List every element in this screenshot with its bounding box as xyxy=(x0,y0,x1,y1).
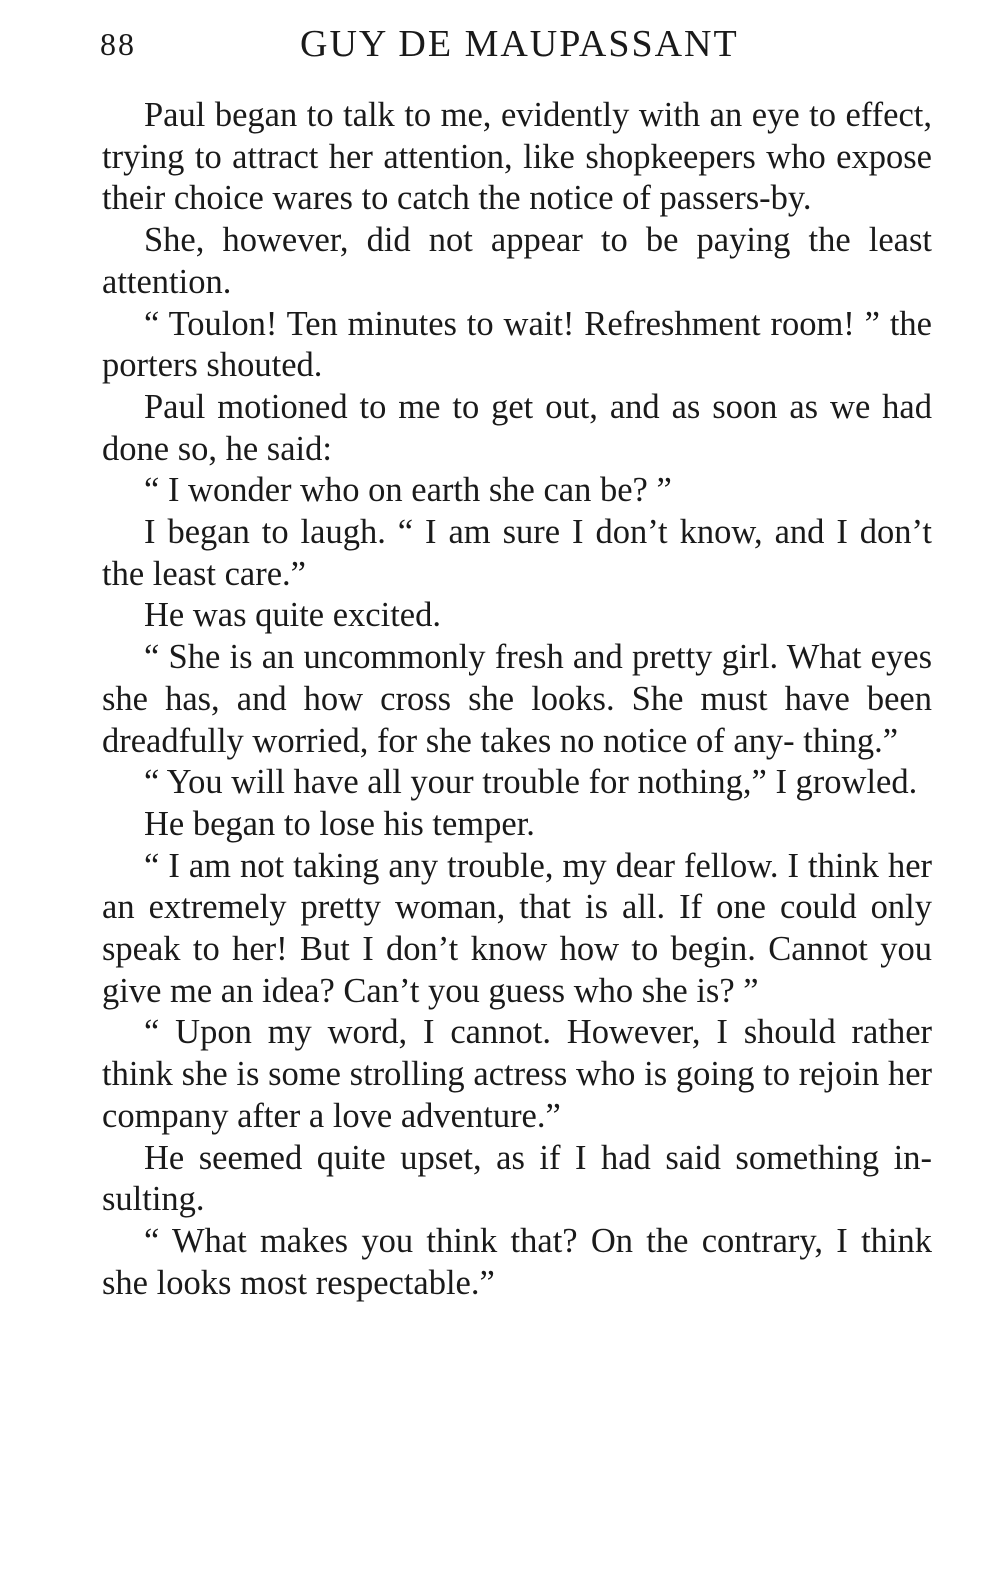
page-header xyxy=(100,22,932,72)
paragraph: I began to laugh. “ I am sure I don’t know, and I don’t the least care.” xyxy=(102,513,932,593)
page-number: 88 xyxy=(100,26,136,62)
paragraph: “ I wonder who on earth she can be? ” xyxy=(144,471,672,510)
running-head: GUY DE MAUPASSANT xyxy=(300,23,739,65)
paragraph: She, however, did not appear to be paying the least attention. xyxy=(102,221,932,301)
paragraph: “ She is an uncommonly fresh and pretty girl. What eyes she has, and how cross she looks. She must have been dreadfully worried, for she takes no notice of any- thing.” xyxy=(102,638,932,760)
paragraph: He seemed quite upset, as if I had said something in- sulting. xyxy=(102,1138,932,1219)
body-text xyxy=(102,95,932,1304)
paragraph: “ Upon my word, I cannot. However, I should rather think she is some strolling actress who is going to rejoin her company after a love adventure.” xyxy=(102,1013,932,1135)
paragraph: Paul motioned to me to get out, and as soon as we had done so, he said: xyxy=(102,387,932,468)
paragraph: He was quite excited. xyxy=(144,596,441,635)
paragraph: “ I am not taking any trouble, my dear fellow. I think her an extremely pretty woman, that is all. If one could only speak to her! But I don’t know how to begin. Cannot you give me an idea? Can’t you guess who she is? ” xyxy=(102,846,932,1010)
paragraph: “ You will have all your trouble for nothing,” I growled. xyxy=(144,763,918,802)
paragraph: “ Toulon! Ten minutes to wait! Refreshment room! ” the porters shouted. xyxy=(102,304,932,385)
paragraph: “ What makes you think that? On the contrary, I think she looks most respectable.” xyxy=(102,1221,932,1302)
paragraph: Paul began to talk to me, evidently with an eye to effect, trying to attract her attention, like shopkeepers who expose their choice wares to catch the notice of passers-by. xyxy=(102,96,932,218)
paragraph: He began to lose his temper. xyxy=(144,804,535,843)
